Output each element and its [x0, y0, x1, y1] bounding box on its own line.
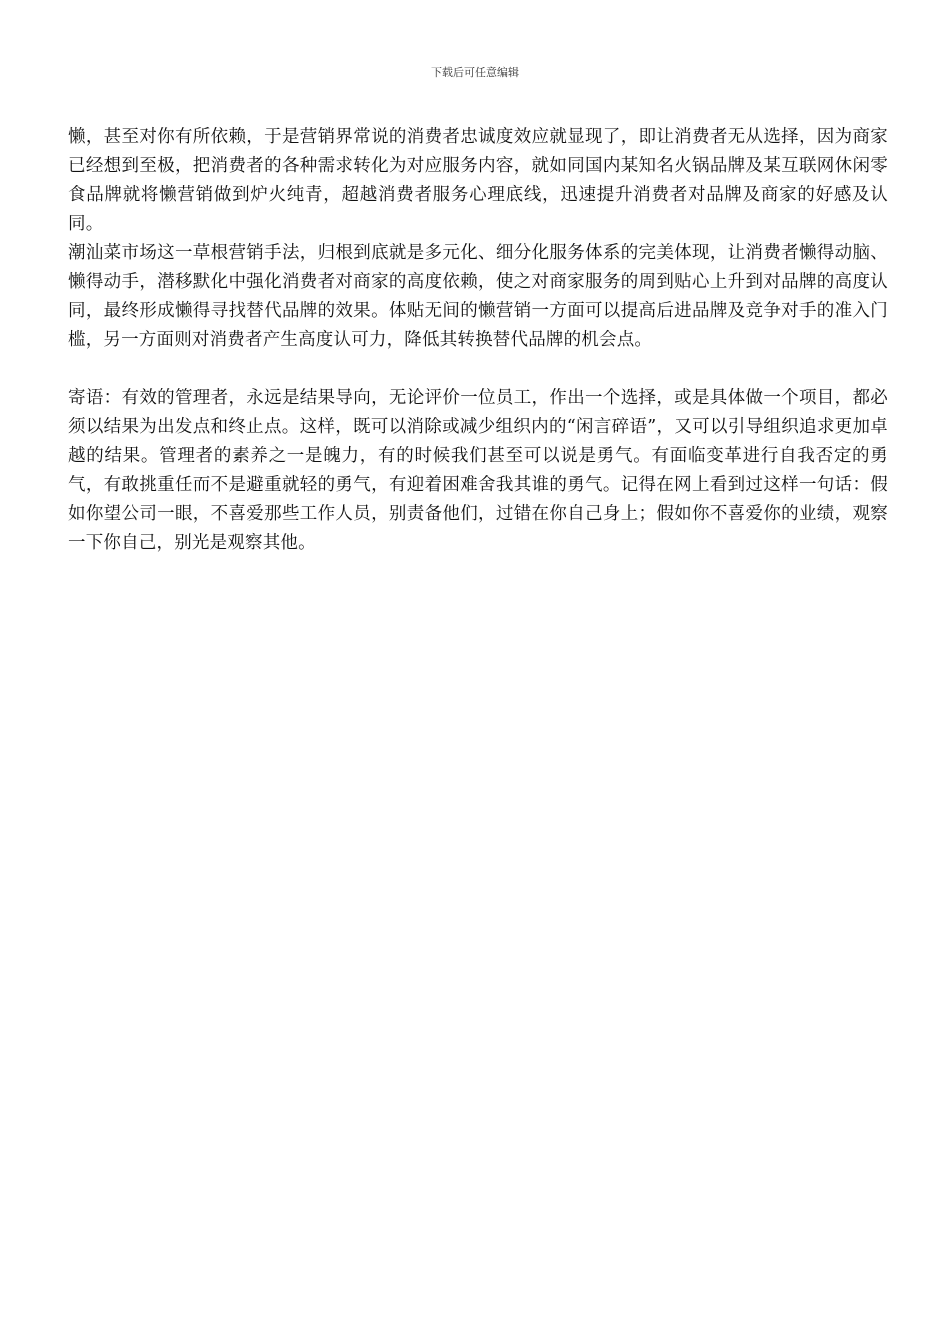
page-header: 下载后可任意编辑	[431, 66, 519, 79]
paragraph: 寄语：有效的管理者，永远是结果导向，无论评价一位员工，作出一个选择，或是具体做一个项目，都必须以结果为出发点和终止点。这样，既可以消除或减少组织内的“闲言碎语”，又可以引导组织追求更加卓越的结果。管理者的素养之一是魄力，有的时候我们甚至可以说是勇气。有面临变革进行自我否定的勇气，有敢挑重任而不是避重就轻的勇气，有迎着困难舍我其谁的勇气。记得在网上看到过这样一句话：假如你望公司一眼，不喜爱那些工作人员，别责备他们，过错在你自己身上；假如你不喜爱你的业绩，观察一下你自己，别光是观察其他。	[68, 388, 888, 553]
paragraph: 懒，甚至对你有所依赖，于是营销界常说的消费者忠诚度效应就显现了，即让消费者无从选择，因为商家已经想到至极，把消费者的各种需求转化为对应服务内容，就如同国内某知名火锅品牌及某互联网休闲零食品牌就将懒营销做到炉火纯青，超越消费者服务心理底线，迅速提升消费者对品牌及商家的好感及认同。	[68, 127, 888, 234]
paragraph-spacer	[68, 355, 888, 384]
document-body	[68, 123, 888, 558]
paragraph: 潮汕菜市场这一草根营销手法，归根到底就是多元化、细分化服务体系的完美体现，让消费者懒得动脑、懒得动手，潜移默化中强化消费者对商家的高度依赖，使之对商家服务的周到贴心上升到对品牌的高度认同，最终形成懒得寻找替代品牌的效果。体贴无间的懒营销一方面可以提高后进品牌及竞争对手的准入门槛，另一方面则对消费者产生高度认可力，降低其转换替代品牌的机会点。	[68, 243, 888, 350]
